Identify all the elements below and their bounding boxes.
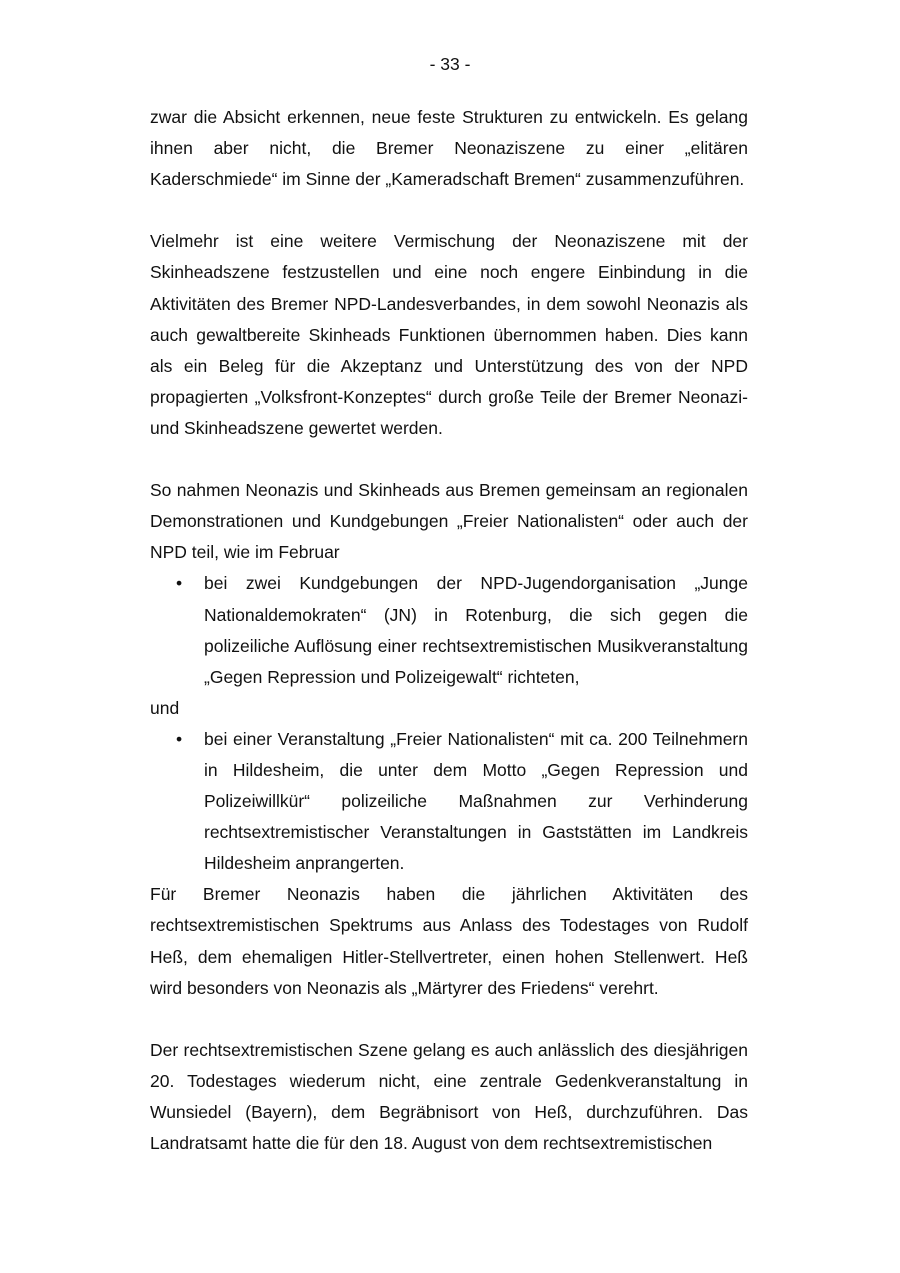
document-body — [150, 102, 748, 1159]
page-number: - 33 - — [429, 54, 471, 74]
paragraph-vermischung: Vielmehr ist eine weitere Vermischung der Neonaziszene mit der Skinheadszene festzustellen und eine noch engere Einbindung in die Aktivitäten des Bremer NPD-Landesverbandes, in dem sowohl Neonazis als auch gewaltbereite Skinheads Funktionen übernommen haben. Dies kann als ein Beleg für die Akzeptanz und Unterstützung des von der NPD propagierten „Volksfront-Konzeptes“ durch große Teile der Bremer Neonazi- und Skinheadszene gewertet werden. — [150, 231, 748, 438]
list-item-rotenburg — [150, 568, 748, 692]
paragraph-wunsiedel: Der rechtsextremistischen Szene gelang es auch anlässlich des diesjährigen 20. Todestages wiederum nicht, eine zentrale Gedenkveranstaltung in Wunsiedel (Bayern), dem Begräbnisort von Heß, durchzuführen. Das Landratsamt hatte die für den 18. August von dem rechtsextremistischen — [150, 1039, 748, 1154]
list-item-hildesheim — [150, 724, 748, 879]
bullet-icon: • — [176, 573, 183, 594]
paragraph-strukturen: zwar die Absicht erkennen, neue feste Strukturen zu entwickeln. Es gelang ihnen aber nicht, die Bremer Neonaziszene zu einer „elitären Kaderschmiede“ im Sinne der „Kameradschaft Bremen“ zusammenzuführen. — [150, 107, 748, 190]
bullet-list-rotenburg — [150, 568, 748, 692]
paragraph-kundgebungen-intro: So nahmen Neonazis und Skinheads aus Bremen gemeinsam an regionalen Demonstrationen und Kundgebungen „Freier Nationalisten“ oder auch der NPD teil, wie im Februar — [150, 480, 748, 563]
list-item-text: bei einer Veranstaltung „Freier Nationalisten“ mit ca. 200 Teilnehmern in Hildesheim, die unter dem Motto „Gegen Repression und Polizeiwillkür“ polizeiliche Maßnahmen zur Verhinderung rechtsextremistischer Veranstaltungen in Gaststätten im Landkreis Hildesheim anprangerten. — [204, 728, 748, 874]
bullet-icon: • — [176, 728, 183, 749]
paragraph-hess: Für Bremer Neonazis haben die jährlichen Aktivitäten des rechtsextremistischen Spektrums aus Anlass des Todestages von Rudolf Heß, dem ehemaligen Hitler-Stellvertreter, einen hohen Stellenwert. Heß wird besonders von Neonazis als „Märtyrer des Friedens“ verehrt. — [150, 884, 748, 998]
connector-und: und — [150, 697, 180, 718]
bullet-list-hildesheim — [150, 724, 748, 879]
list-item-text: bei zwei Kundgebungen der NPD-Jugendorganisation „Junge Nationaldemokraten“ (JN) in Rotenburg, die sich gegen die polizeiliche Auflösung einer rechtsextremistischen Musikveranstaltung „Gegen Repression und Polizeigewalt“ richteten, — [204, 573, 748, 687]
